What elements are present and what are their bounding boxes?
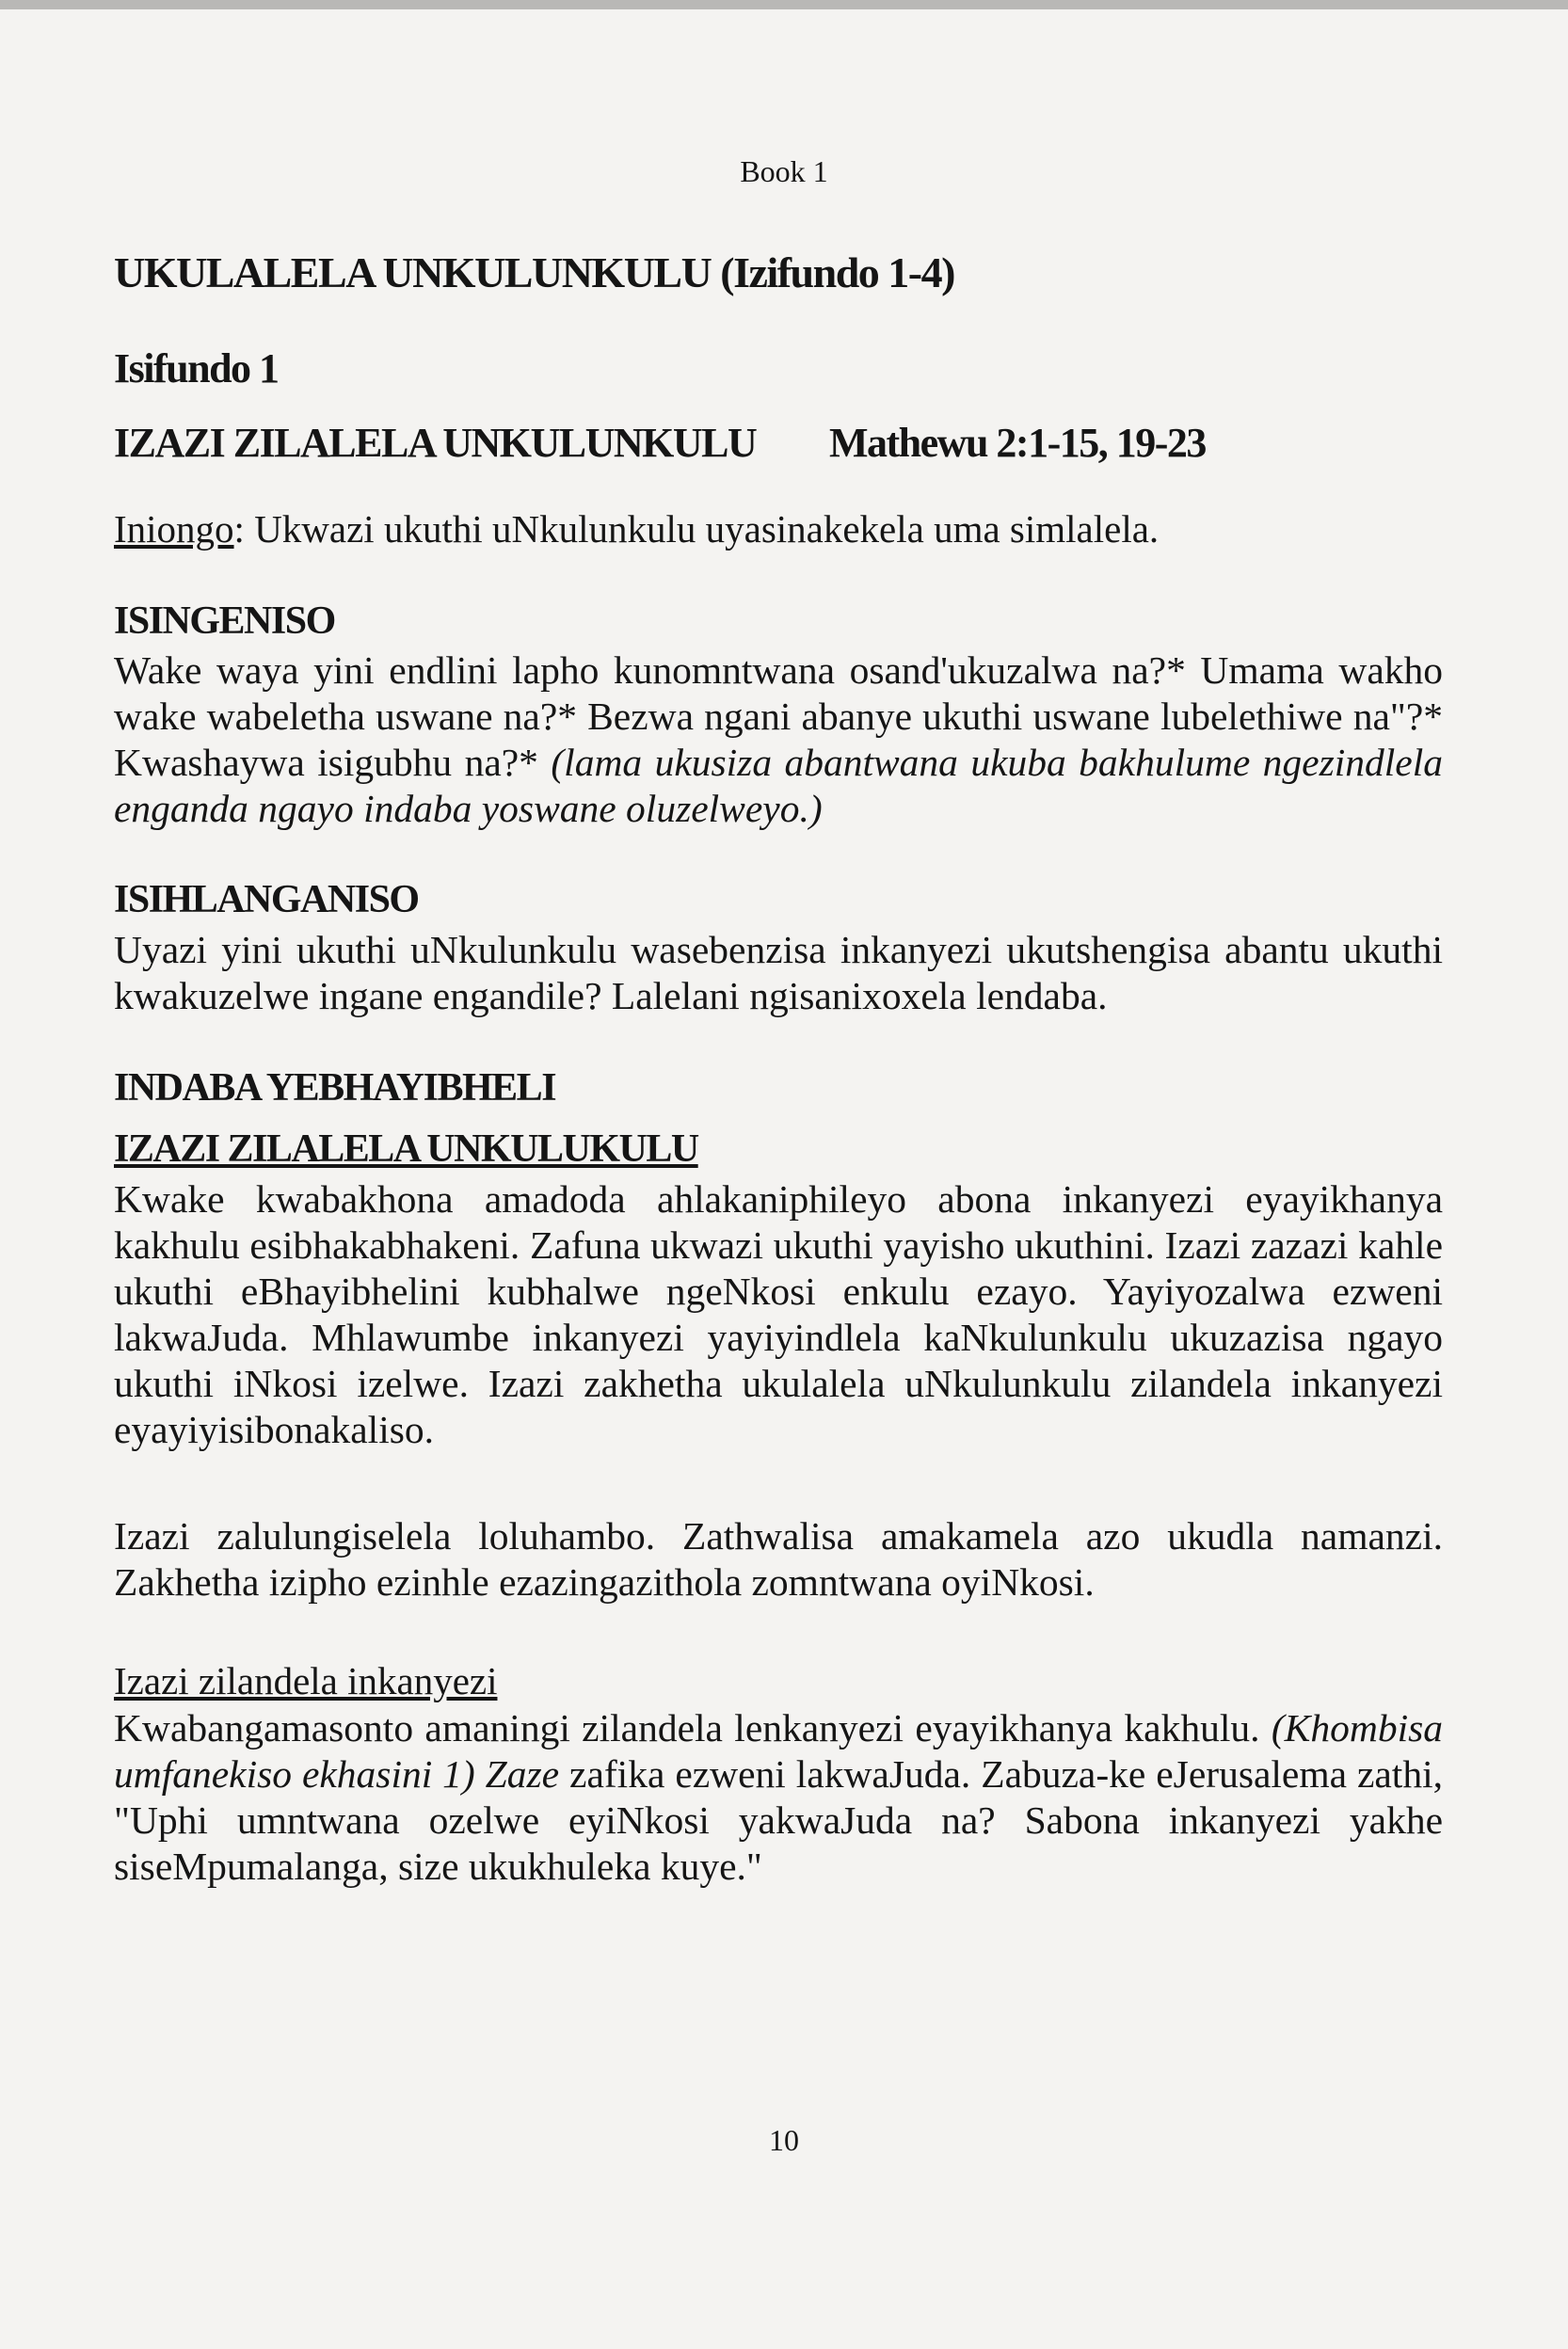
- story-subheading: Izazi zilandela inkanyezi: [114, 1659, 498, 1702]
- scripture-reference: Mathewu 2:1-15, 19-23: [829, 420, 1206, 466]
- indaba-heading: INDABA YEBHAYIBHELI: [114, 1066, 556, 1110]
- lesson-label: Isifundo 1: [114, 345, 279, 392]
- goal-label: Iniongo: [114, 507, 234, 551]
- isihlanganiso-paragraph: Uyazi yini ukuthi uNkulunkulu wasebenzisa inkanyezi ukutshengisa abantu ukuthi kwakuzelwe ingane engandile? Lalelani ngisanixoxela lendaba.: [114, 928, 1443, 1017]
- story-picture-instruction: (Khombisa umfanekiso ekhasini 1) Zaze: [114, 1706, 1443, 1796]
- story-paragraph-3-end: zafika ezweni lakwaJuda. Zabuza-ke eJerusalema zathi, "Uphi umntwana ozelwe eyiNkosi yakwaJuda na? Sabona inkanyezi yakhe siseMpumalanga, size ukukhuleka kuye.": [114, 1752, 1443, 1888]
- isingeniso-heading: ISINGENISO: [114, 599, 335, 643]
- lesson-subtitle: [114, 419, 1443, 467]
- isihlanganiso-heading: ISIHLANGANISO: [114, 878, 419, 921]
- book-header: Book 1: [740, 154, 828, 188]
- isingeniso-paragraph: [114, 647, 1443, 832]
- goal-text: : Ukwazi ukuthi uNkulunkulu uyasinakekela uma simlalela.: [233, 507, 1160, 551]
- lesson-goal: [114, 506, 1443, 551]
- story-heading: IZAZI ZILALELA UNKULUKULU: [114, 1127, 698, 1171]
- page-title: UKULALELA UNKULUNKULU (Izifundo 1-4): [114, 248, 954, 296]
- story-paragraph-2: Izazi zalulungiselela loluhambo. Zathwalisa amakamela azo ukudla namanzi. Zakhetha izipho ezinhle ezazingazithola zomntwana oyiNkosi.: [114, 1514, 1443, 1604]
- page-number: 10: [769, 2123, 799, 2157]
- scan-edge: [0, 0, 1568, 9]
- isingeniso-text: Wake waya yini endlini lapho kunomntwana osand'ukuzalwa na?* Umama wakho wake wabeletha uswane na?* Bezwa ngani abanye ukuthi uswane lubelethiwe na"?* Kwashaywa isigubhu na?*: [114, 648, 1443, 784]
- isingeniso-instruction: (lama ukusiza abantwana ukuba bakhulume ngezindlela enganda ngayo indaba yoswane oluzelweyo.): [114, 741, 1443, 830]
- story-paragraph-1: Kwake kwabakhona amadoda ahlakaniphileyo abona inkanyezi eyayikhanya kakhulu esibhakabhakeni. Zafuna ukwazi ukuthi yayisho ukuthini. Izazi zazazi kahle ukuthi eBhayibhelini kubhalwe ngeNkosi enkulu ezayo. Yayiyozalwa ezweni lakwaJuda. Mhlawumbe inkanyezi yayiyindlela kaNkulunkulu ukuzazisa ngayo ukuthi iNkosi izelwe. Izazi zakhetha ukulalela uNkulunkulu zilandela inkanyezi eyayiyisibonakaliso.: [114, 1177, 1443, 1451]
- story-paragraph-3: [114, 1705, 1443, 1890]
- subtitle-text: IZAZI ZILALELA UNKULUNKULU: [114, 420, 757, 466]
- story-paragraph-3-start: Kwabangamasonto amaningi zilandela lenkanyezi eyayikhanya kakhulu.: [114, 1706, 1272, 1750]
